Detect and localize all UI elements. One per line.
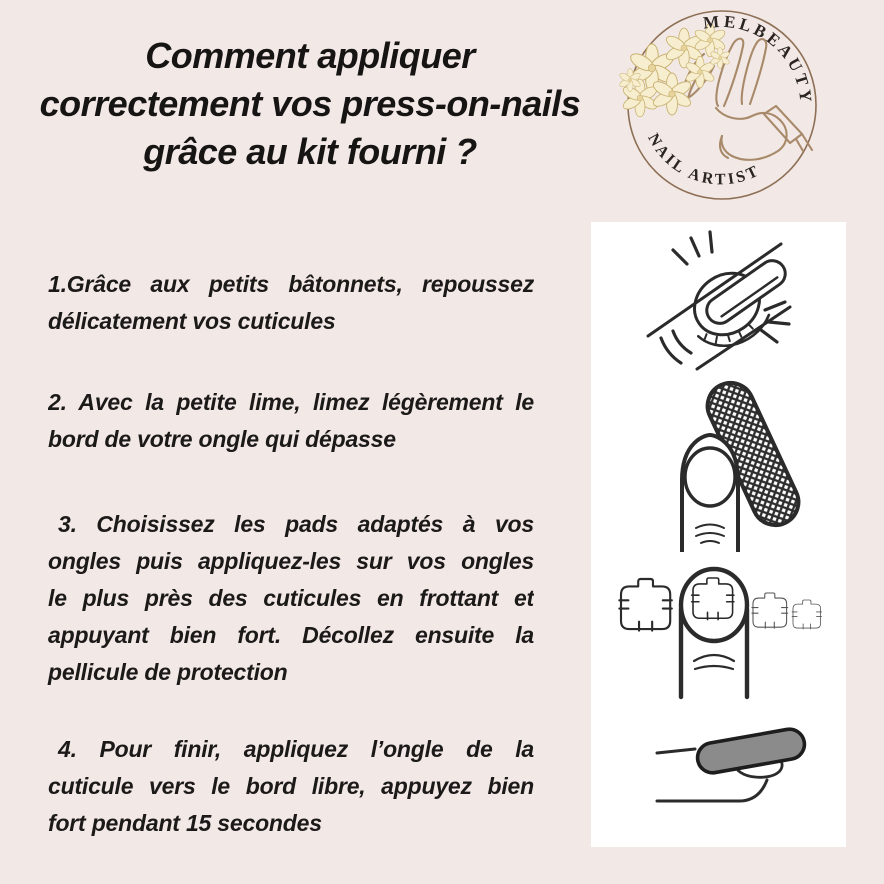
brand-logo-graphic	[600, 2, 856, 216]
apply-nail-illustration	[591, 717, 846, 839]
step-3-line: 3. Choisissez les pads adaptés à vos	[58, 511, 534, 537]
step-2-line: bord de votre ongle qui dépasse	[48, 426, 396, 452]
logo-text-bottom: NAIL ARTIST	[644, 130, 764, 189]
step-4-line: fort pendant 15 secondes	[48, 810, 322, 836]
step-3-line: appuyant bien fort. Décollez ensuite la	[48, 622, 534, 648]
step-3-line: pellicule de protection	[48, 659, 288, 685]
step-2	[48, 384, 534, 458]
step-4-line: 4. Pour finir, appliquez l’ongle de la	[58, 736, 534, 762]
pad-on-nail	[692, 578, 734, 620]
step-3	[48, 506, 534, 691]
adhesive-pads-illustration	[591, 557, 846, 715]
pad-medium	[752, 593, 788, 628]
step-1	[48, 266, 534, 340]
page-title	[10, 32, 610, 176]
title-line-2: correctement vos press-on-nails	[39, 83, 581, 124]
pad-large	[619, 579, 671, 631]
step-4	[48, 731, 534, 842]
brand-logo	[600, 2, 856, 216]
nail-file-illustration	[591, 380, 846, 552]
logo-text-top: MELBEAUTY	[702, 11, 816, 107]
step-3-line: le plus près des cuticules en frottant et	[48, 585, 534, 611]
title-line-3: grâce au kit fourni ?	[143, 131, 477, 172]
step-4-line: cuticule vers le bord libre, appuyez bien	[48, 773, 534, 799]
finger-with-pad	[681, 569, 747, 697]
press-on-nail	[695, 727, 807, 775]
illustration-panel	[591, 222, 846, 847]
step-1-line: 1.Grâce aux petits bâtonnets, repoussez	[48, 271, 534, 297]
title-line-1: Comment appliquer	[145, 35, 475, 76]
pad-small	[792, 600, 821, 629]
cuticle-pusher-illustration	[591, 230, 846, 380]
step-1-line: délicatement vos cuticules	[48, 308, 336, 334]
step-3-line: ongles puis appliquez-les sur vos ongles	[48, 548, 534, 574]
step-2-line: 2. Avec la petite lime, limez légèrement le	[48, 389, 534, 415]
